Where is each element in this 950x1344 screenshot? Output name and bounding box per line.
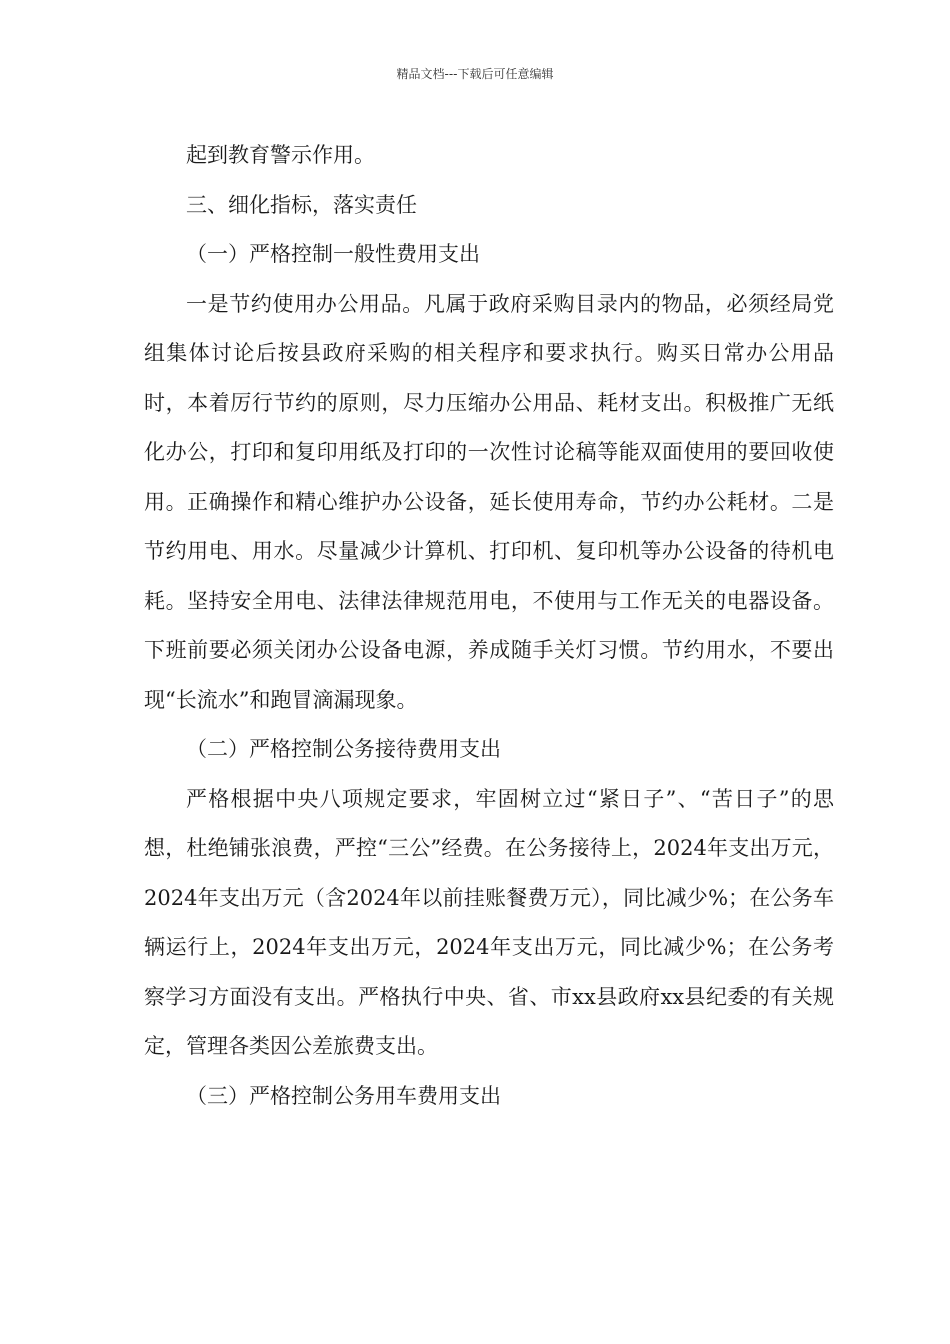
paragraph-reception-costs: 严格根据中央八项规定要求，牢固树立过“紧日子”、“苦日子”的思想，杜绝铺张浪费，严控“三公”经费。在公务接待上，2024年支出万元，2024年支出万元（含2024年以前挂账餐费万元），同比减少%；在公务车辆运行上，2024年支出万元，2024年支出万元，同比减少%；在公务考察学习方面没有支出。严格执行中央、省、市xx县政府xx县纪委的有关规定，管理各类因公差旅费支出。 [144, 786, 834, 1058]
paragraph-continuation: 起到教育警示作用。 [186, 143, 375, 167]
subsection-heading-3: （三）严格控制公务用车费用支出 [186, 1083, 501, 1108]
document-body [144, 131, 834, 1121]
paragraph-office-supplies: 一是节约使用办公用品。凡属于政府采购目录内的物品，必须经局党组集体讨论后按县政府采购的相关程序和要求执行。购买日常办公用品时，本着厉行节约的原则，尽力压缩办公用品、耗材支出。积极推广无纸化办公，打印和复印用纸及打印的一次性讨论稿等能双面使用的要回收使用。正确操作和精心维护办公设备，延长使用寿命，节约办公耗材。二是节约用电、用水。尽量减少计算机、打印机、复印机等办公设备的待机电耗。坚持安全用电、法律法律规范用电，不使用与工作无关的电器设备。下班前要必须关闭办公设备电源，养成随手关灯习惯。节约用水，不要出现“长流水”和跑冒滴漏现象。 [144, 291, 834, 712]
page-header: 精品文档---下载后可任意编辑 [396, 67, 554, 81]
subsection-heading-2: （二）严格控制公务接待费用支出 [186, 737, 501, 761]
section-heading: 三、细化指标，落实责任 [186, 192, 417, 217]
subsection-heading-1: （一）严格控制一般性费用支出 [186, 242, 480, 266]
